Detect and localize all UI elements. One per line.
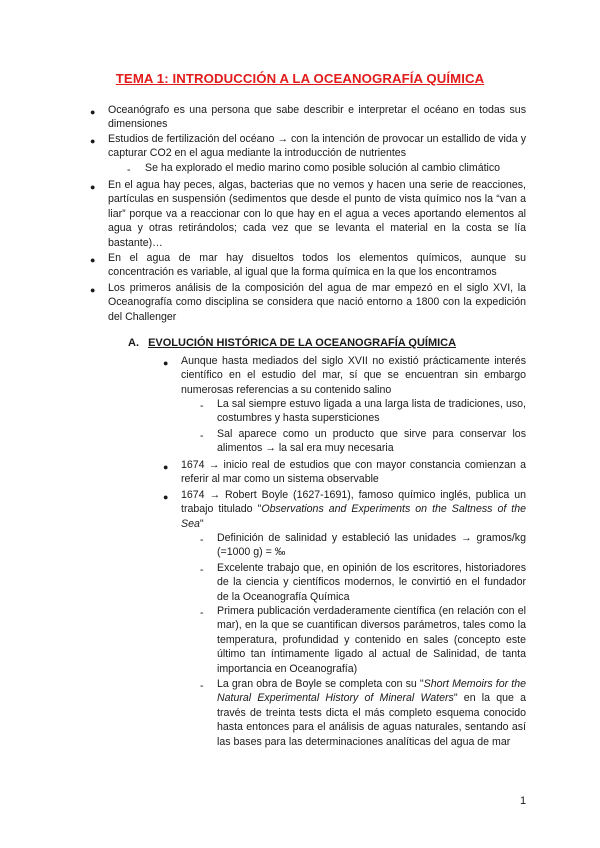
bullet-text: En el agua de mar hay disueltos todos los elementos químicos, aunque su concentración es variable, al igual que la forma química en la que los encontramos: [108, 252, 526, 279]
dash-icon: -: [200, 607, 204, 619]
history-sub-text: La sal siempre estuvo ligada a una larga lista de tradiciones, uso, costumbres y hasta supersticiones: [217, 398, 526, 425]
bullet-icon: ●: [90, 136, 96, 146]
history-sub-text: Sal aparece como un producto que sirve para conservar los alimentos → la sal era muy necesaria: [217, 428, 526, 455]
dash-icon: -: [200, 534, 204, 546]
bullet-icon: ●: [90, 182, 96, 192]
section-heading: [128, 336, 456, 350]
page-title: TEMA 1: INTRODUCCIÓN A LA OCEANOGRAFÍA QUÍMICA: [115, 71, 485, 86]
bullet-text: Oceanógrafo es una persona que sabe describir e interpretar el océano en todas sus dimensiones: [108, 104, 526, 131]
section-letter: A.: [128, 337, 139, 349]
history-sub-text: Excelente trabajo que, en opinión de los escritores, historiadores de la ciencia y científicos modernos, le convirtió en el fundador de la Oceanografía Química: [217, 562, 526, 603]
history-sub-text: [217, 677, 526, 749]
page-number: 1: [520, 795, 527, 807]
dash-icon: -: [200, 430, 204, 442]
history-bullet-text: [181, 488, 526, 531]
bullet-icon: ●: [90, 107, 96, 117]
history-sub-text: Definición de salinidad y estableció las unidades → gramos/kg (=1000 g) = ‰: [217, 532, 526, 559]
memoirs-text: La gran obra de Boyle se completa con su ": [217, 678, 424, 690]
bullet-icon: ●: [90, 255, 96, 265]
boyle-quote-close: ": [199, 517, 204, 530]
dash-icon: -: [200, 564, 204, 576]
bullet-icon: ●: [163, 462, 169, 472]
dash-icon: -: [200, 400, 204, 412]
history-bullet-text: 1674 → inicio real de estudios que con mayor constancia comienzan a referir al mar como un sistema observable: [181, 459, 526, 486]
bullet-icon: ●: [163, 492, 169, 502]
bullet-icon: ●: [90, 285, 96, 295]
dash-icon: -: [127, 164, 131, 176]
bullet-icon: ●: [163, 358, 169, 368]
boyle-title-italic: Observations and Experiments on the Saltness of the Sea: [181, 503, 527, 530]
section-title: EVOLUCIÓN HISTÓRICA DE LA OCEANOGRAFÍA QUÍMICA: [148, 337, 457, 349]
history-sub-text: Primera publicación verdaderamente científica (en relación con el mar), en la que se cuantifican diversos parámetros, tales como la temperatura, profundidad y contenido en sales (concepto este último tan íntimamente ligado al actual de Salinidad, de tanta importancia en Oceanografía): [217, 605, 526, 675]
sub-bullet-text: Se ha explorado el medio marino como posible solución al cambio climático: [145, 162, 501, 174]
bullet-text: En el agua hay peces, algas, bacterias que no vemos y hacen una serie de reacciones, partículas en suspensión (sedimentos que desde el punto de vista químico nos la “van a liar” porque va a reaccionar con lo que hay en el agua a veces aportando elementos al agua y otras retirándolos; cada vez que se levanta el material en la costa se lía bastante)…: [108, 179, 526, 249]
memoirs-text-rest: " en la que a través de treinta tests dicta el más completo esquema conocido hasta entonces para el análisis de aguas naturales, sentando así las bases para las determinaciones analíticas del agua de mar: [217, 692, 526, 748]
memoirs-title-italic: Short Memoirs for the Natural Experimental History of Mineral Waters: [217, 678, 526, 705]
boyle-text: 1674 → Robert Boyle (1627-1691), famoso químico inglés, publica un trabajo titulado ": [181, 489, 526, 516]
history-bullet-text: Aunque hasta mediados del siglo XVII no existió prácticamente interés científico en el estudio del mar, sí que se encuentran sin embargo numerosas referencias a su contenido salino: [181, 355, 526, 396]
dash-icon: -: [200, 680, 204, 692]
bullet-text: Estudios de fertilización del océano → con la intención de provocar un estallido de vida y capturar CO2 en el agua mediante la introducción de nutrientes: [108, 133, 526, 160]
bullet-text: Los primeros análisis de la composición del agua de mar empezó en el siglo XVI, la Oceanografía como disciplina se considera que nació entorno a 1800 con la expedición del Challenger: [108, 282, 526, 323]
